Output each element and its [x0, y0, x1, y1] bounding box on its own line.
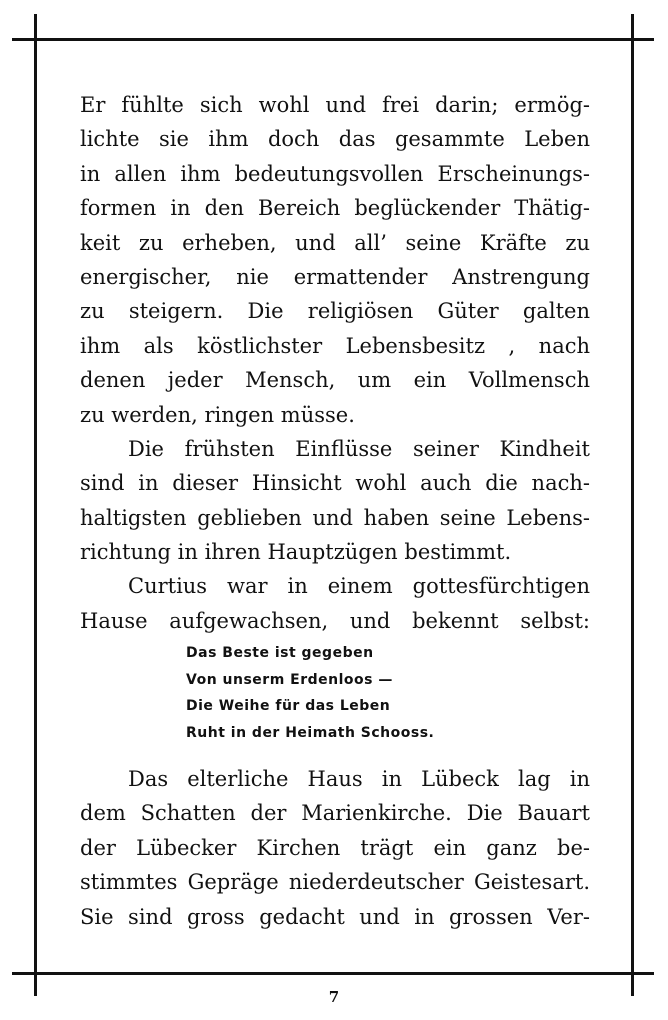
body-text-lower	[80, 762, 590, 934]
text-line: Die frühsten Einflüsse seiner Kindheit	[128, 436, 590, 461]
text-line: energischer, nie ermattender Anstrengung	[80, 264, 590, 289]
text-line: ihm als köstlichster Lebensbesitz , nach	[80, 333, 590, 358]
text-line: in allen ihm bedeutungsvollen Erscheinungs-	[80, 161, 590, 186]
verse-quote	[186, 640, 486, 746]
text-line: der Lübecker Kirchen trägt ein ganz be-	[80, 835, 590, 860]
text-line: haltigsten geblieben und haben seine Lebens-	[80, 505, 590, 530]
verse-line: Das Beste ist gegeben	[186, 645, 374, 661]
text-line: Hause aufgewachsen, und bekennt selbst:	[80, 608, 590, 633]
page-number: 7	[328, 988, 340, 1006]
text-line: zu werden, ringen müsse.	[80, 402, 355, 427]
text-line: Das elterliche Haus in Lübeck lag in	[128, 767, 590, 791]
text-line: sind in dieser Hinsicht wohl auch die nach-	[80, 471, 590, 496]
text-line: Sie sind gross gedacht und in grossen Ver-	[80, 904, 590, 929]
verse-line: Von unserm Erdenloos —	[186, 671, 393, 688]
text-line: Curtius war in einem gottesfürchtigen	[128, 574, 590, 599]
frame-rule-right	[631, 14, 634, 996]
text-line: dem Schatten der Marienkirche. Die Bauart	[80, 801, 590, 826]
frame-rule-top	[12, 38, 654, 41]
text-line: lichte sie ihm doch das gesammte Leben	[80, 127, 590, 152]
verse-line: Ruht in der Heimath Schooss.	[186, 724, 435, 741]
text-line: zu steigern. Die religiösen Güter galten	[80, 299, 590, 324]
frame-rule-bottom	[12, 972, 654, 975]
text-line: richtung in ihren Hauptzügen bestimmt.	[80, 540, 512, 565]
body-text-upper	[80, 88, 590, 638]
text-line: formen in den Bereich beglückender Thätig-	[80, 196, 590, 221]
text-line: denen jeder Mensch, um ein Vollmensch	[80, 368, 590, 393]
text-line: Er fühlte sich wohl und frei darin; ermög-	[80, 93, 590, 117]
verse-line: Die Weihe für das Leben	[186, 698, 391, 714]
text-line: keit zu erheben, und all’ seine Kräfte zu	[80, 230, 590, 255]
text-line: stimmtes Gepräge niederdeutscher Geistesart.	[80, 870, 590, 895]
frame-rule-left	[34, 14, 37, 996]
